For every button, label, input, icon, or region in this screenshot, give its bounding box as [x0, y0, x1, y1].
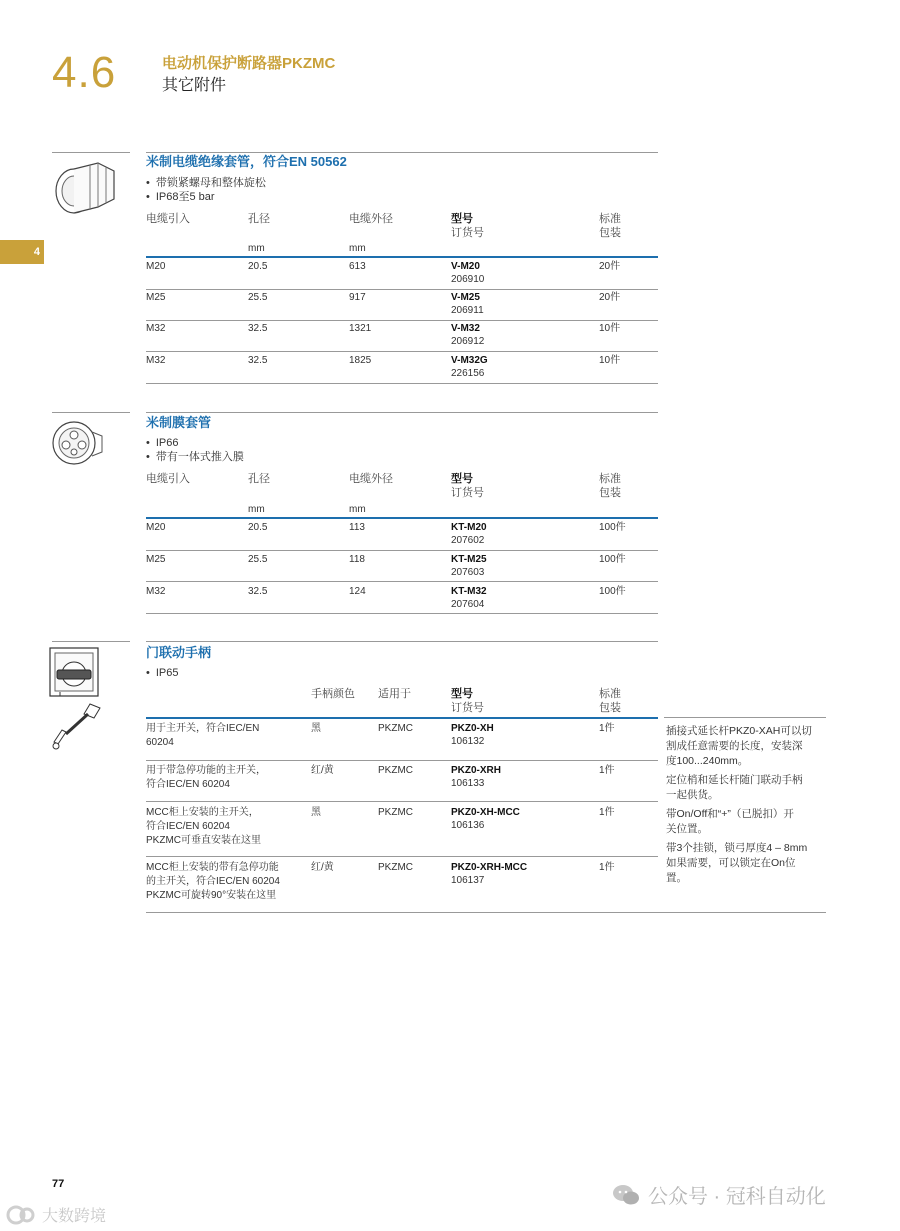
cell-entry: M20 — [146, 261, 166, 272]
note-line: 带On/Off和“+”（已脱扣）开 — [666, 808, 794, 820]
note-line: 插接式延长杆PKZ0-XAH可以切 — [666, 725, 812, 737]
chapter-subtitle: 其它附件 — [162, 77, 227, 94]
cell-entry: M25 — [146, 554, 166, 565]
cell-pack: 1件 — [599, 765, 615, 776]
cell-pack: 100件 — [599, 522, 626, 533]
cell-type: V-M25 — [451, 292, 480, 303]
chapter-side-tab: 4 — [0, 240, 44, 264]
bullet-item: • 带锁紧螺母和整体旋松 — [146, 176, 266, 190]
table-row — [146, 722, 658, 760]
notes-block — [666, 724, 828, 886]
col-header-type: 型号 — [451, 688, 473, 700]
cell-hole: 20.5 — [248, 522, 268, 533]
cell-desc: PKZMC可垂直安装在这里 — [146, 835, 261, 846]
note-line: 度100...240mm。 — [666, 755, 749, 767]
row-divider — [146, 760, 658, 761]
cell-pack: 100件 — [599, 554, 626, 565]
cell-order: 207604 — [451, 599, 485, 610]
unit-od: mm — [349, 243, 366, 254]
watermark-text: 公众号 · 冠科自动化 — [648, 1186, 826, 1208]
col-header-od: 电缆外径 — [349, 213, 393, 225]
cell-desc: 用于主开关，符合IEC/EN — [146, 723, 260, 734]
row-divider — [146, 289, 658, 290]
cell-od: 113 — [349, 522, 365, 533]
col-header-hole: 孔径 — [248, 213, 270, 225]
table-row — [146, 585, 658, 615]
door-handle-image — [46, 646, 106, 754]
cell-hole: 32.5 — [248, 323, 268, 334]
bullet-item: • IP66 — [146, 436, 244, 450]
cell-type: KT-M32 — [451, 586, 487, 597]
watermark-right — [612, 1180, 826, 1209]
row-divider — [146, 550, 658, 551]
cell-type: KT-M25 — [451, 554, 487, 565]
cell-order: 207602 — [451, 535, 485, 546]
image-rule — [52, 641, 130, 642]
col-header-entry: 电缆引入 — [146, 473, 190, 485]
cell-hole: 25.5 — [248, 554, 268, 565]
table-header-rule — [146, 256, 658, 258]
cell-hole: 25.5 — [248, 292, 268, 303]
cell-desc: 用于带急停功能的主开关， — [146, 765, 266, 776]
unit-hole: mm — [248, 243, 265, 254]
col-header-pack: 包装 — [599, 227, 621, 239]
note-item — [666, 841, 828, 886]
cell-entry: M20 — [146, 522, 166, 533]
section3-title: 门联动手柄 — [146, 645, 212, 660]
cell-desc: MCC柜上安装的带有急停功能 — [146, 862, 279, 873]
note-item — [666, 773, 828, 803]
chapter-number: 4.6 — [52, 48, 117, 97]
cell-color: 红/黄 — [311, 765, 334, 776]
table-row — [146, 354, 658, 384]
table-row — [146, 806, 658, 854]
col-header-for: 适用于 — [378, 688, 411, 700]
cell-color: 红/黄 — [311, 862, 334, 873]
section2-bullets — [146, 436, 244, 464]
cell-order: 106137 — [451, 875, 485, 886]
section-rule — [146, 412, 658, 413]
cell-order: 106133 — [451, 778, 485, 789]
col-header-hole: 孔径 — [248, 473, 270, 485]
section3-bullets — [146, 666, 179, 680]
cell-type: PKZ0-XRH-MCC — [451, 862, 528, 873]
cell-desc: 的主开关，符合IEC/EN 60204 — [146, 876, 280, 887]
chapter-title: 电动机保护断路器PKZMC — [162, 55, 336, 72]
cell-color: 黑 — [311, 807, 321, 818]
table-bottom-rule — [146, 383, 658, 384]
cell-desc: PKZMC可旋转90°安装在这里 — [146, 890, 277, 901]
note-line: 定位梢和延长杆随门联动手柄 — [666, 774, 803, 786]
cell-pack: 10件 — [599, 355, 621, 366]
col-header-std: 标准 — [599, 688, 621, 700]
cell-type: PKZ0-XH-MCC — [451, 807, 520, 818]
table-row — [146, 260, 658, 290]
table-row — [146, 553, 658, 583]
cell-hole: 20.5 — [248, 261, 268, 272]
cell-type: V-M32 — [451, 323, 480, 334]
col-header-order: 订货号 — [451, 702, 484, 714]
note-item — [666, 724, 828, 769]
cell-order: 226156 — [451, 368, 485, 379]
cell-pack: 20件 — [599, 261, 621, 272]
image-rule — [52, 152, 130, 153]
table-row — [146, 322, 658, 352]
cell-type: V-M32G — [451, 355, 488, 366]
cell-order: 207603 — [451, 567, 485, 578]
watermark-logo-icon — [6, 1204, 36, 1226]
cell-od: 613 — [349, 261, 366, 272]
cell-order: 206910 — [451, 274, 485, 285]
table-bottom-rule — [146, 912, 826, 913]
cell-order: 106132 — [451, 736, 485, 747]
cell-desc: 符合IEC/EN 60204 — [146, 821, 230, 832]
cell-order: 106136 — [451, 820, 485, 831]
col-header-order: 订货号 — [451, 227, 484, 239]
cell-desc: 符合IEC/EN 60204 — [146, 779, 230, 790]
section2-title: 米制膜套管 — [146, 415, 212, 430]
cell-type: PKZ0-XRH — [451, 765, 502, 776]
cell-pack: 100件 — [599, 586, 626, 597]
col-header-color: 手柄颜色 — [311, 688, 355, 700]
cell-od: 1825 — [349, 355, 372, 366]
table-header-rule — [146, 517, 658, 519]
row-divider — [146, 351, 658, 352]
row-divider — [146, 801, 658, 802]
note-line: 如果需要，可以锁定在On位 — [666, 857, 796, 869]
col-header-pack: 包装 — [599, 702, 621, 714]
cell-color: 黑 — [311, 723, 321, 734]
table-row — [146, 861, 658, 909]
section1-title: 米制电缆绝缘套管，符合EN 50562 — [146, 154, 347, 169]
bullet-item: • IP65 — [146, 666, 179, 680]
note-line: 关位置。 — [666, 823, 708, 835]
cell-pack: 10件 — [599, 323, 621, 334]
table-bottom-rule — [146, 613, 658, 614]
cell-entry: M32 — [146, 323, 166, 334]
row-divider — [146, 856, 658, 857]
cell-order: 206911 — [451, 305, 484, 316]
col-header-std: 标准 — [599, 213, 621, 225]
col-header-od: 电缆外径 — [349, 473, 393, 485]
unit-hole: mm — [248, 504, 265, 515]
cell-od: 1321 — [349, 323, 372, 334]
note-line: 带3个挂锁，锁弓厚度4 – 8mm — [666, 842, 808, 854]
table-header-rule — [146, 717, 658, 719]
cell-entry: M32 — [146, 355, 166, 366]
unit-od: mm — [349, 504, 366, 515]
cell-desc: MCC柜上安装的主开关， — [146, 807, 259, 818]
cell-od: 118 — [349, 554, 365, 565]
col-header-type: 型号 — [451, 473, 473, 485]
page-number: 77 — [52, 1178, 65, 1190]
cell-for: PKZMC — [378, 723, 413, 734]
cell-type: KT-M20 — [451, 522, 487, 533]
cell-entry: M32 — [146, 586, 166, 597]
cell-for: PKZMC — [378, 807, 413, 818]
watermark-left — [6, 1203, 106, 1226]
cell-hole: 32.5 — [248, 586, 268, 597]
table-row — [146, 291, 658, 321]
note-line: 置。 — [666, 872, 687, 884]
cell-desc: 60204 — [146, 737, 174, 748]
bullet-item: • 带有一体式推入膜 — [146, 450, 244, 464]
membrane-gland-image — [50, 418, 110, 468]
watermark-left-text: 大数跨境 — [42, 1208, 107, 1225]
cell-entry: M25 — [146, 292, 166, 303]
notes-top-rule — [664, 717, 826, 718]
cell-type: PKZ0-XH — [451, 723, 494, 734]
col-header-type: 型号 — [451, 213, 473, 225]
cell-hole: 32.5 — [248, 355, 268, 366]
col-header-pack: 包装 — [599, 487, 621, 499]
cell-for: PKZMC — [378, 862, 413, 873]
image-rule — [52, 412, 130, 413]
cell-od: 124 — [349, 586, 366, 597]
row-divider — [146, 320, 658, 321]
table-row — [146, 521, 658, 551]
wechat-icon — [612, 1183, 640, 1207]
cell-pack: 1件 — [599, 862, 615, 873]
cell-for: PKZMC — [378, 765, 413, 776]
row-divider — [146, 581, 658, 582]
cell-pack: 1件 — [599, 807, 615, 818]
note-item — [666, 807, 828, 837]
cell-od: 917 — [349, 292, 366, 303]
col-header-std: 标准 — [599, 473, 621, 485]
col-header-order: 订货号 — [451, 487, 484, 499]
section1-bullets — [146, 176, 266, 204]
note-line: 一起供货。 — [666, 789, 719, 801]
cell-order: 206912 — [451, 336, 485, 347]
cell-pack: 1件 — [599, 723, 615, 734]
table-row — [146, 764, 658, 802]
section-rule — [146, 641, 658, 642]
col-header-entry: 电缆引入 — [146, 213, 190, 225]
cable-gland-image — [50, 155, 120, 217]
cell-pack: 20件 — [599, 292, 621, 303]
bullet-item: • IP68至5 bar — [146, 190, 266, 204]
note-line: 割成任意需要的长度，安装深 — [666, 740, 803, 752]
cell-type: V-M20 — [451, 261, 480, 272]
